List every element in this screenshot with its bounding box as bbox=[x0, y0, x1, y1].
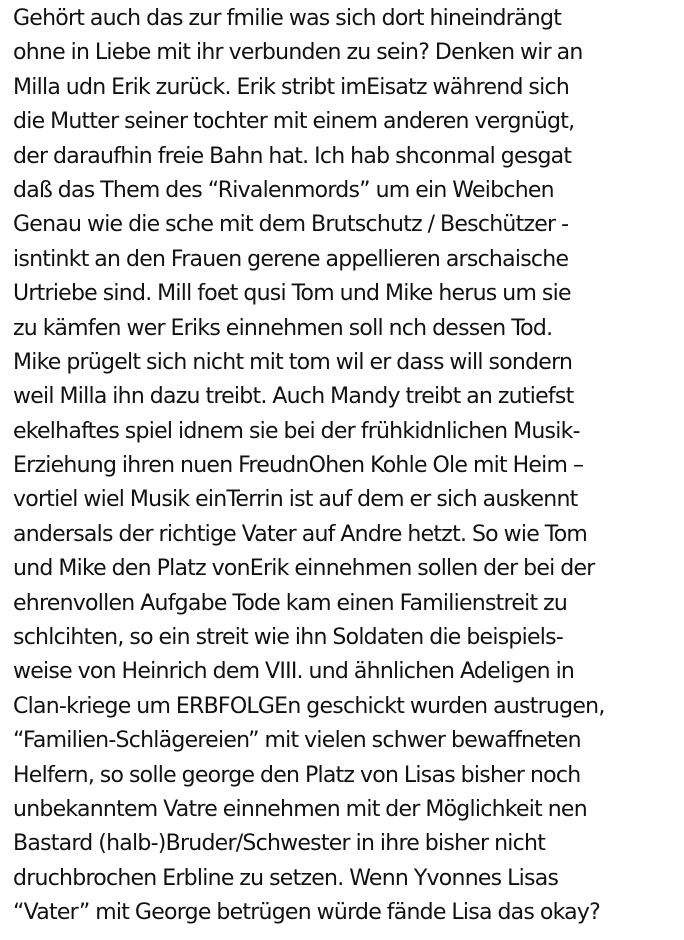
text-line: die Mutter seiner tochter mit einem anderen vergnügt, bbox=[13, 109, 575, 135]
text-line: daß das Them des “Rivalenmords” um ein Weibchen bbox=[13, 177, 554, 203]
text-line: weise von Heinrich dem VIII. und ähnlichen Adeligen in bbox=[13, 659, 575, 685]
text-line: Clan-kriege um ERBFOLGEn geschickt wurden austrugen, bbox=[13, 693, 605, 719]
text-line: ekelhaftes spiel idnem sie bei der frühkidnlichen Musik- bbox=[13, 418, 580, 444]
text-line: andersals der richtige Vater auf Andre hetzt. So wie Tom bbox=[13, 521, 588, 547]
text-line: “Familien-Schlägereien” mit vielen schwer bewaffneten bbox=[13, 728, 581, 754]
text-line: der daraufhin freie Bahn hat. Ich hab shconmal gesgat bbox=[13, 143, 572, 169]
body-text bbox=[13, 2, 681, 931]
text-line: Gehört auch das zur fmilie was sich dort hineindrängt bbox=[13, 6, 562, 31]
text-line: Helfern, so solle george den Platz von Lisas bisher noch bbox=[13, 762, 581, 788]
text-line: Erziehung ihren nuen FreudnOhen Kohle Ole mit Heim – bbox=[13, 453, 584, 479]
text-line: “Vater” mit George betrügen würde fände Lisa das okay? bbox=[13, 900, 601, 926]
text-line: druchbrochen Erbline zu setzen. Wenn Yvonnes Lisas bbox=[13, 865, 559, 891]
text-line: Urtriebe sind. Mill foet qusi Tom und Mike herus um sie bbox=[13, 281, 571, 307]
text-line: Bastard (halb-)Bruder/Schwester in ihre bisher nicht bbox=[13, 831, 546, 857]
text-line: zu kämfen wer Eriks einnehmen soll nch dessen Tod. bbox=[13, 315, 553, 341]
text-line: und Mike den Platz vonErik einnehmen sollen der bei der bbox=[13, 556, 595, 582]
text-line: weil Milla ihn dazu treibt. Auch Mandy treibt an zutiefst bbox=[13, 384, 574, 410]
text-line: unbekanntem Vatre einnehmen mit der Möglichkeit nen bbox=[13, 796, 587, 822]
text-line: ehrenvollen Aufgabe Tode kam einen Familienstreit zu bbox=[13, 590, 568, 616]
text-line: vortiel wiel Musik einTerrin ist auf dem er sich auskennt bbox=[13, 487, 578, 513]
text-line: ohne in Liebe mit ihr verbunden zu sein? Denken wir an bbox=[13, 40, 583, 66]
text-line: Mike prügelt sich nicht mit tom wil er dass will sondern bbox=[13, 349, 573, 375]
text-line: schlcihten, so ein streit wie ihn Soldaten die beispiels- bbox=[13, 625, 564, 651]
text-line: Milla udn Erik zurück. Erik stribt imEisatz während sich bbox=[13, 74, 570, 100]
text-line: isntinkt an den Frauen gerene appellieren arschaische bbox=[13, 246, 569, 272]
text-line: Genau wie die sche mit dem Brutschutz / Beschützer - bbox=[13, 212, 569, 238]
